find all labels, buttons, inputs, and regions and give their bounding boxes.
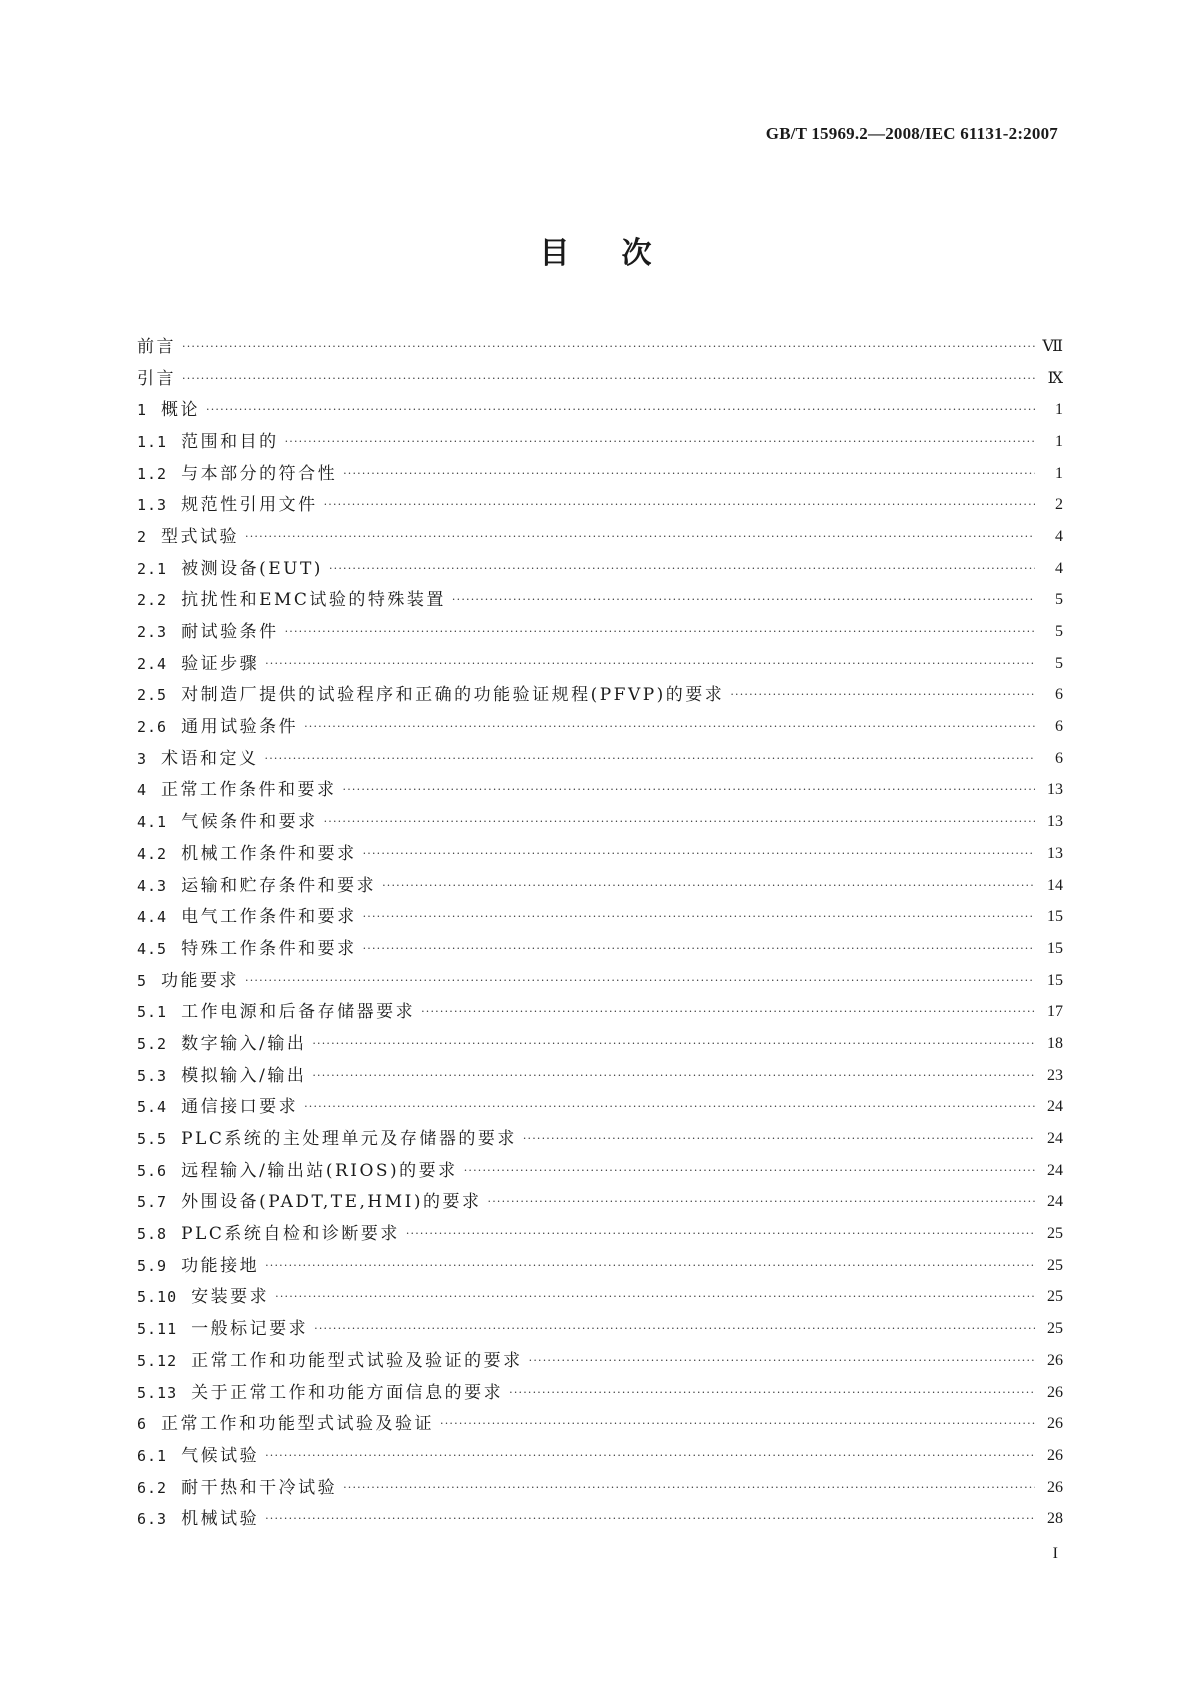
toc-leader-dots [182,337,1035,357]
toc-leader-dots [343,780,1035,800]
toc-entry-number: 5 [137,971,148,990]
toc-leader-dots [523,1129,1035,1149]
toc-entry-page: 26 [1047,1446,1063,1464]
toc-entry[interactable] [137,331,1063,363]
toc-entry-number: 4.4 [137,908,168,927]
toc-leader-dots [245,971,1035,991]
toc-entry[interactable] [137,1123,1063,1155]
toc-entry[interactable] [137,901,1063,933]
toc-entry[interactable] [137,521,1063,553]
toc-entry-page: 26 [1047,1478,1063,1496]
toc-entry[interactable] [137,1472,1063,1504]
toc-entry[interactable] [137,1282,1063,1314]
toc-leader-dots [363,844,1035,864]
toc-entry[interactable] [137,585,1063,617]
toc-entry[interactable] [137,1408,1063,1440]
toc-entry[interactable] [137,1377,1063,1409]
toc-entry-page: 13 [1047,844,1063,862]
toc-leader-dots [275,1287,1035,1307]
toc-leader-dots [265,654,1035,674]
toc-entry[interactable] [137,553,1063,585]
toc-entry-page: 6 [1055,718,1063,736]
toc-entry-title: 对制造厂提供的试验程序和正确的功能验证规程(PFVP)的要求 [181,685,725,706]
toc-entry-page: 25 [1047,1225,1063,1243]
toc-entry-number: 2 [137,527,148,546]
toc-entry-page: 13 [1047,781,1063,799]
toc-leader-dots [363,907,1035,927]
toc-entry-page: 2 [1055,496,1063,514]
toc-leader-dots [464,1161,1035,1181]
toc-leader-dots [312,1034,1035,1054]
toc-entry-page: 6 [1055,686,1063,704]
toc-entry-title: 耐试验条件 [181,622,279,643]
toc-leader-dots [509,1383,1035,1403]
toc-entry[interactable] [137,838,1063,870]
toc-leader-dots [314,1319,1035,1339]
toc-entry-title: 被测设备(EUT) [181,558,323,579]
toc-entry-title: 运输和贮存条件和要求 [181,875,377,896]
toc-leader-dots [206,400,1035,420]
toc-entry[interactable] [137,426,1063,458]
toc-entry-title: 工作电源和后备存储器要求 [181,1002,416,1023]
toc-entry-page: Ⅶ [1042,337,1063,355]
toc-leader-dots [285,622,1035,642]
toc-entry-number: 4 [137,781,148,800]
toc-leader-dots [452,590,1035,610]
toc-entry-title: 正常工作条件和要求 [161,780,337,801]
toc-entry-title: 外围设备(PADT,TE,HMI)的要求 [181,1192,482,1213]
toc-entry-title: 功能接地 [181,1255,260,1276]
toc-entry-title: 机械工作条件和要求 [181,843,357,864]
toc-entry-page: 28 [1047,1510,1063,1528]
toc-entry-title: 规范性引用文件 [181,495,318,516]
toc-entry-number: 5.11 [137,1320,178,1339]
toc-entry-page: 13 [1047,813,1063,831]
toc-entry-title: 与本部分的符合性 [181,463,338,484]
toc-entry-title: 功能要求 [161,970,240,991]
toc-entry-title: 正常工作和功能型式试验及验证的要求 [191,1350,523,1371]
toc-entry[interactable] [137,458,1063,490]
toc-entry-page: 23 [1047,1066,1063,1084]
toc-leader-dots [285,432,1035,452]
toc-leader-dots [382,876,1035,896]
toc-leader-dots [304,717,1035,737]
toc-entry-page: 24 [1047,1193,1063,1211]
toc-entry-page: 5 [1055,591,1063,609]
toc-entry[interactable] [137,1250,1063,1282]
toc-entry-number: 2.3 [137,623,168,642]
toc-entry-number: 6 [137,1415,148,1434]
toc-entry-number: 6.2 [137,1478,168,1497]
toc-entry[interactable] [137,680,1063,712]
toc-leader-dots [265,1256,1035,1276]
toc-entry-number: 2.4 [137,654,168,673]
toc-entry-title: 模拟输入/输出 [181,1065,307,1086]
toc-entry-number: 5.7 [137,1193,168,1212]
toc-entry-title: 前言 [137,336,176,357]
toc-entry-number: 6.3 [137,1510,168,1529]
toc-entry[interactable] [137,933,1063,965]
toc-entry-number: 3 [137,749,148,768]
toc-entry-title: 引言 [137,368,176,389]
toc-entry-number: 5.8 [137,1225,168,1244]
toc-entry[interactable] [137,711,1063,743]
toc-leader-dots [265,1446,1035,1466]
toc-entry-number: 5.2 [137,1034,168,1053]
toc-entry-page: 5 [1055,654,1063,672]
toc-entry-title: 抗扰性和EMC试验的特殊装置 [181,590,446,611]
toc-entry-number: 1.3 [137,496,168,515]
toc-entry-page: 1 [1055,432,1063,450]
toc-entry-number: 2.2 [137,591,168,610]
toc-leader-dots [440,1414,1035,1434]
toc-entry-page: 15 [1047,908,1063,926]
toc-entry-number: 4.5 [137,939,168,958]
toc-entry-title: PLC系统的主处理单元及存储器的要求 [181,1129,517,1150]
toc-entry-title: 一般标记要求 [191,1319,309,1340]
toc-entry-number: 5.10 [137,1288,178,1307]
toc-entry[interactable] [137,616,1063,648]
toc-entry-page: 26 [1047,1415,1063,1433]
toc-entry[interactable] [137,363,1063,395]
toc-entry-number: 5.12 [137,1351,178,1370]
toc-leader-dots [343,464,1035,484]
toc-entry-page: 26 [1047,1383,1063,1401]
toc-entry-page: 26 [1047,1351,1063,1369]
toc-leader-dots [182,369,1035,389]
toc-entry-page: 15 [1047,939,1063,957]
toc-entry-page: 1 [1055,464,1063,482]
toc-entry-page: 14 [1047,876,1063,894]
table-of-contents [137,331,1063,1535]
toc-leader-dots [304,1097,1035,1117]
toc-entry-page: 24 [1047,1098,1063,1116]
toc-entry[interactable] [137,1345,1063,1377]
toc-entry-page: 25 [1047,1288,1063,1306]
toc-leader-dots [312,1066,1035,1086]
page-number: I [1052,1545,1058,1562]
toc-entry-number: 5.4 [137,1098,168,1117]
toc-entry-title: 气候试验 [181,1445,260,1466]
toc-entry-page: 17 [1047,1003,1063,1021]
toc-entry-number: 5.3 [137,1066,168,1085]
toc-entry[interactable] [137,806,1063,838]
toc-entry-page: 4 [1055,527,1063,545]
toc-entry-page: 25 [1047,1256,1063,1274]
toc-entry-title: 正常工作和功能型式试验及验证 [161,1414,435,1435]
toc-entry-title: 通信接口要求 [181,1097,299,1118]
toc-entry-number: 5.9 [137,1256,168,1275]
toc-leader-dots [421,1002,1035,1022]
toc-entry[interactable] [137,394,1063,426]
toc-entry-number: 1 [137,401,148,420]
toc-entry-title: 通用试验条件 [181,717,299,738]
toc-entry-title: 术语和定义 [161,748,259,769]
toc-leader-dots [406,1224,1035,1244]
toc-entry-title: 电气工作条件和要求 [181,907,357,928]
toc-entry-title: 范围和目的 [181,431,279,452]
toc-entry-number: 5.1 [137,1003,168,1022]
toc-entry[interactable] [137,996,1063,1028]
toc-entry[interactable] [137,1028,1063,1060]
toc-entry[interactable] [137,1218,1063,1250]
toc-leader-dots [245,527,1035,547]
toc-entry[interactable] [137,870,1063,902]
toc-entry-title: 耐干热和干冷试验 [181,1477,338,1498]
toc-entry[interactable] [137,1187,1063,1219]
toc-entry[interactable] [137,648,1063,680]
toc-entry-page: 24 [1047,1130,1063,1148]
toc-entry-number: 5.5 [137,1130,168,1149]
toc-entry-number: 2.1 [137,559,168,578]
toc-entry-title: 验证步骤 [181,653,260,674]
toc-entry-number: 2.6 [137,718,168,737]
toc-entry-title: 关于正常工作和功能方面信息的要求 [191,1382,504,1403]
toc-entry[interactable] [137,743,1063,775]
toc-entry[interactable] [137,1155,1063,1187]
toc-entry[interactable] [137,965,1063,997]
toc-leader-dots [324,495,1035,515]
toc-leader-dots [363,939,1035,959]
toc-entry-title: 远程输入/输出站(RIOS)的要求 [181,1160,458,1181]
toc-entry-title: 安装要求 [191,1287,270,1308]
toc-entry-page: 6 [1055,749,1063,767]
toc-leader-dots [343,1478,1035,1498]
page-title: 目次 [539,236,704,271]
toc-leader-dots [488,1192,1036,1212]
toc-entry[interactable] [137,1060,1063,1092]
toc-entry-page: 24 [1047,1161,1063,1179]
toc-leader-dots [730,685,1035,705]
toc-entry-title: 气候条件和要求 [181,812,318,833]
toc-entry-number: 4.2 [137,844,168,863]
toc-entry-title: 机械试验 [181,1509,260,1530]
toc-entry-page: Ⅸ [1047,369,1063,387]
toc-entry-number: 6.1 [137,1446,168,1465]
toc-entry-number: 5.6 [137,1161,168,1180]
toc-entry[interactable] [137,775,1063,807]
toc-entry-title: 型式试验 [161,526,240,547]
standard-code: GB/T 15969.2—2008/IEC 61131-2:2007 [765,124,1058,143]
toc-leader-dots [265,1509,1035,1529]
toc-entry-title: 数字输入/输出 [181,1033,307,1054]
toc-entry-page: 15 [1047,971,1063,989]
toc-entry[interactable] [137,489,1063,521]
toc-entry-page: 18 [1047,1034,1063,1052]
toc-entry-number: 2.5 [137,686,168,705]
toc-entry-page: 5 [1055,623,1063,641]
toc-entry-number: 4.3 [137,876,168,895]
toc-entry-title: 概论 [161,400,201,421]
toc-entry-number: 4.1 [137,813,168,832]
toc-entry-page: 4 [1055,559,1063,577]
toc-leader-dots [265,749,1035,769]
toc-leader-dots [529,1351,1035,1371]
toc-entry-title: 特殊工作条件和要求 [181,938,357,959]
toc-entry-number: 1.1 [137,432,168,451]
toc-entry[interactable] [137,1313,1063,1345]
toc-entry-page: 25 [1047,1320,1063,1338]
toc-leader-dots [329,559,1035,579]
toc-entry-page: 1 [1055,401,1063,419]
toc-entry-number: 1.2 [137,464,168,483]
toc-leader-dots [324,812,1035,832]
toc-entry[interactable] [137,1092,1063,1124]
toc-entry-number: 5.13 [137,1383,178,1402]
toc-entry-title: PLC系统自检和诊断要求 [181,1224,400,1245]
toc-entry[interactable] [137,1440,1063,1472]
toc-entry[interactable] [137,1503,1063,1535]
